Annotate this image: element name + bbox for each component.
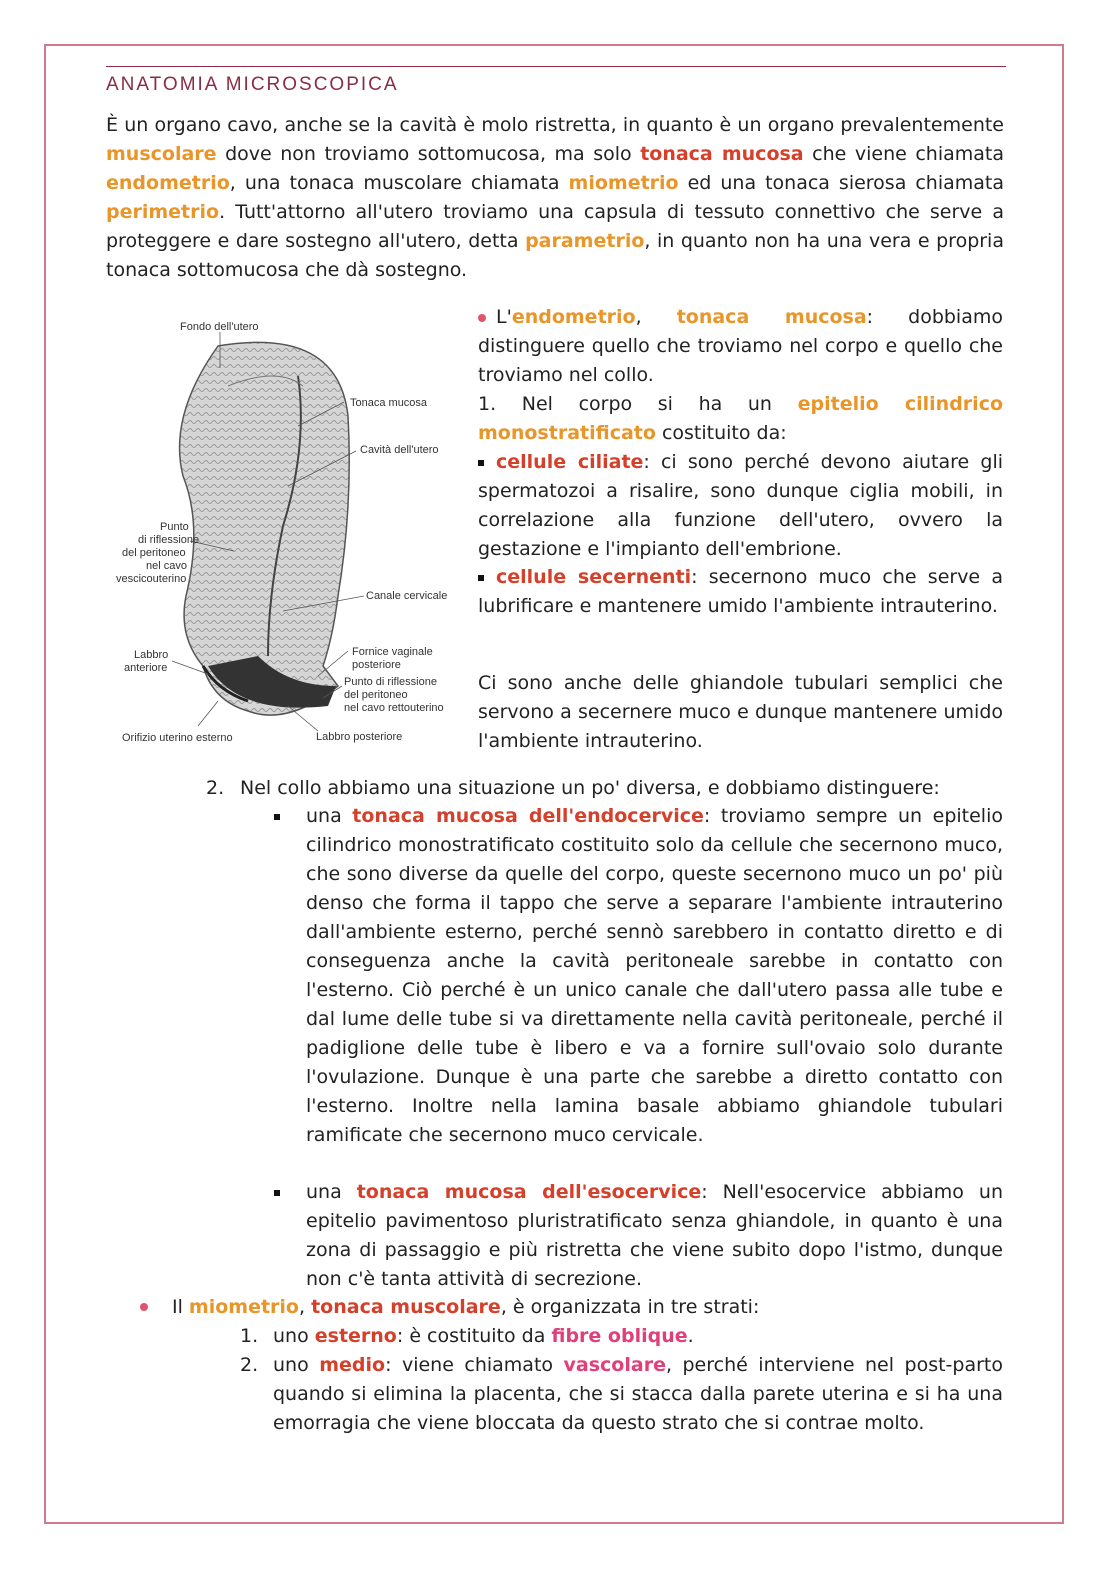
header-rule	[106, 66, 1006, 67]
square-bullet-icon	[274, 814, 280, 820]
label-punto1b: di riflessione	[138, 534, 200, 546]
label-tonaca: Tonaca mucosa	[350, 397, 428, 409]
label-labbro-post: Labbro posteriore	[316, 731, 403, 743]
label-punto2c: nel cavo rettouterino	[344, 702, 444, 714]
endometrio-heading: L'endometrio, tonaca mucosa: dobbiamo distinguere quello che troviamo nel corpo e quello che troviamo nel collo.	[478, 306, 1003, 386]
endocervice-item: una tonaca mucosa dell'endocervice: troviamo sempre un epitelio cilindrico monostratificato costituito solo da cellule che secernono muco, che sono diverse da quelle del corpo, queste secernono muco un po' più denso che forma il tappo che serve a separare l'ambiente intrauterino dall'ambiente esterno, perché sennò sarebbero in contatto diretto e di conseguenza anche la cavità peritoneale sarebbe in contatto con l'esterno. Ciò perché è un unico canale che dall'utero passa alle tube e dal lume delle tube si va direttamente nella cavità peritoneale, perché il padiglione delle tube è libero e va a fornire sull'ovaio solo durante l'ovulazione. Dunque è una parte che sarebbe a diretto contatto con l'esterno. Inoltre nella lamina basale abbiamo ghiandole tubulari ramificate che secernono muco cervicale.	[306, 805, 1003, 1146]
intro-paragraph: È un organo cavo, anche se la cavità è molo ristretta, in quanto è un organo prevalentemente muscolare dove non troviamo sottomucosa, ma solo tonaca mucosa che viene chiamata endometrio, una tonaca muscolare chiamata miometrio ed una tonaca sierosa chiamata perimetrio. Tutt'attorno all'utero troviamo una capsula di tessuto connettivo che serve a proteggere e dare sostegno all'utero, detta parametrio, in quanto non ha una vera e propria tonaca sottomucosa che dà sostegno.	[106, 114, 1005, 281]
label-punto1a: Punto	[160, 521, 189, 533]
label-fondo: Fondo dell'utero	[180, 321, 259, 333]
bullet-icon	[478, 314, 486, 322]
strato-medio: uno medio: viene chiamato vascolare, perché interviene nel post-parto quando si elimina la placenta, che si stacca dalla parete uterina e si ha una emorragia che viene bloccata da questo strato che si contrae molto.	[273, 1354, 1003, 1434]
label-fornix-b: posteriore	[352, 659, 401, 671]
label-cavita: Cavità dell'utero	[360, 444, 439, 456]
square-bullet-icon	[274, 1190, 280, 1196]
corpo-paragraph: 1. Nel corpo si ha un epitelio cilindrico monostratificato costituito da:	[478, 393, 1004, 444]
label-fornix-a: Fornice vaginale	[352, 646, 433, 658]
label-labbro-ant-a: Labbro	[134, 649, 169, 661]
label-canale: Canale cervicale	[366, 590, 448, 602]
square-bullet-icon	[478, 575, 484, 581]
ciliate-item: cellule ciliate: ci sono perché devono aiutare gli spermatozoi a risalire, sono dunque ciglia mobili, in correlazione alla funzione dell'utero, ovvero la gestazione e l'impianto dell'embrione.	[478, 451, 1003, 560]
bullet-icon	[140, 1303, 148, 1311]
label-labbro-ant-b: anteriore	[124, 662, 168, 674]
collo-intro: 2. Nel collo abbiamo una situazione un po' diversa, e dobbiamo distinguere:	[206, 777, 940, 799]
strato-esterno-num: 1.	[240, 1325, 259, 1347]
label-punto1e: vescicouterino	[116, 573, 187, 585]
square-bullet-icon	[478, 460, 484, 466]
label-punto1c: del peritoneo	[122, 547, 186, 559]
uterus-section-illustration	[108, 306, 458, 756]
label-orifizio: Orifizio uterino esterno	[122, 732, 233, 744]
page-title: ANATOMIA MICROSCOPICA	[106, 74, 399, 95]
ghiandole-paragraph: Ci sono anche delle ghiandole tubulari semplici che servono a secernere muco e dunque mantenere umido l'ambiente intrauterino.	[478, 672, 1003, 752]
miometrio-heading: Il miometrio, tonaca muscolare, è organizzata in tre strati:	[172, 1296, 760, 1318]
esocervice-item: una tonaca mucosa dell'esocervice: Nell'esocervice abbiamo un epitelio pavimentoso pluristratificato senza ghiandole, in quanto è una zona di passaggio e più ristretta che viene subito dopo l'istmo, dunque non c'è tanta attività di secrezione.	[306, 1181, 1003, 1290]
label-punto2a: Punto di riflessione	[344, 676, 437, 688]
label-punto1d: nel cavo	[146, 560, 187, 572]
label-punto2b: del peritoneo	[344, 689, 408, 701]
strato-esterno: uno esterno: è costituito da fibre oblique.	[273, 1325, 694, 1347]
secernenti-item: cellule secernenti: secernono muco che serve a lubrificare e mantenere umido l'ambiente intrauterino.	[478, 566, 1003, 617]
strato-medio-num: 2.	[240, 1354, 259, 1376]
